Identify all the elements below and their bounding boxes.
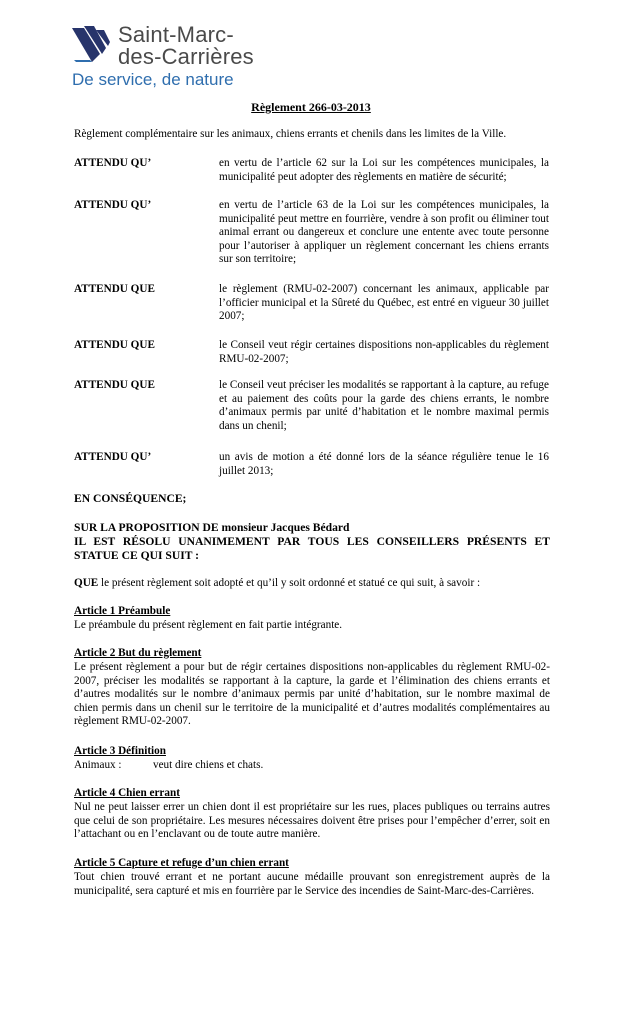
logo-name-line1: Saint-Marc-	[118, 22, 234, 47]
resolution-line: IL EST RÉSOLU UNANIMEMENT PAR TOUS LES CONSEILLERS PRÉSENTS ET STATUE CE QUI SUIT :	[74, 535, 550, 562]
whereas-label: ATTENDU QUE	[74, 339, 155, 351]
whereas-text: un avis de motion a été donné lors de la séance régulière tenue le 16 juillet 2013;	[219, 451, 549, 477]
proposal-line: SUR LA PROPOSITION DE monsieur Jacques Bédard	[74, 521, 350, 534]
whereas-label: ATTENDU QU’	[74, 451, 152, 463]
whereas-label: ATTENDU QUE	[74, 283, 155, 295]
logo-name-line2: des-Carrières	[118, 44, 254, 69]
whereas-text: en vertu de l’article 62 sur la Loi sur les compétences municipales, la municipalité peut adopter des règlements en matière de sécurité;	[219, 157, 549, 183]
whereas-label: ATTENDU QUE	[74, 379, 155, 391]
whereas-label: ATTENDU QU’	[74, 199, 152, 211]
article-heading: Article 4 Chien errant	[74, 787, 180, 799]
definition-term: Animaux :	[74, 759, 122, 771]
document-intro: Règlement complémentaire sur les animaux, chiens errants et chenils dans les limites de la Ville.	[74, 128, 507, 140]
article-heading: Article 3 Définition	[74, 745, 166, 757]
consequence-heading: EN CONSÉQUENCE;	[74, 492, 187, 505]
whereas-label: ATTENDU QU’	[74, 157, 152, 169]
whereas-text: le règlement (RMU-02-2007) concernant les animaux, applicable par l’officier municipal et la Sûreté du Québec, est entré en vigueur 30 juillet 2007;	[219, 283, 549, 323]
definition-value: veut dire chiens et chats.	[153, 759, 264, 771]
document-title: Règlement 266-03-2013	[251, 100, 371, 114]
article-heading: Article 1 Préambule	[74, 605, 171, 617]
article-heading: Article 5 Capture et refuge d’un chien errant	[74, 857, 289, 869]
whereas-text: le Conseil veut régir certaines dispositions non-applicables du règlement RMU-02-2007;	[219, 339, 549, 365]
logo-mark-icon	[70, 24, 112, 64]
logo-tagline: De service, de nature	[72, 70, 234, 89]
que-clause	[74, 577, 550, 591]
article-text: Nul ne peut laisser errer un chien dont il est propriétaire sur les rues, places publiques ou terrains autres que celui de son propriétaire. Les mesures nécessaires doivent être prises pour l’empêcher d’errer, soit en l’attachant ou en l’enclavant ou de toute autre manière.	[74, 801, 550, 841]
article-text: Le présent règlement a pour but de régir certaines dispositions non-applicables du règlement RMU-02-2007, préciser les modalités se rapportant à la capture, la garde et l’élimination des chiens errants et d’autres modalités sur le nombre d’animaux permis par unité d’habitation, sur le nombre maximal de chien permis dans un chenil sur le territoire de la municipalité et d’autres modalités complémentaires au règlement RMU-02-2007.	[74, 661, 550, 728]
article-text: Tout chien trouvé errant et ne portant aucune médaille prouvant son enregistrement auprès de la municipalité, sera capturé et mis en fourrière par le Service des incendies de Saint-Marc-des-Carrières.	[74, 871, 550, 897]
article-text: Le préambule du présent règlement en fait partie intégrante.	[74, 619, 343, 631]
que-keyword: QUE	[74, 577, 99, 589]
article-heading: Article 2 But du règlement	[74, 647, 202, 659]
whereas-text: le Conseil veut préciser les modalités se rapportant à la capture, au refuge et au paiement des coûts pour la garde des chiens errants, le nombre d’animaux permis par unité d’habitation et le nombre maximal permis dans un chenil;	[219, 379, 549, 432]
que-text: le présent règlement soit adopté et qu’il y soit ordonné et statué ce qui suit, à savoir :	[98, 577, 481, 589]
whereas-text: en vertu de l’article 63 de la Loi sur les compétences municipales, la municipalité peut mettre en fourrière, vendre à son profit ou éliminer tout animal errant ou dangereux et conclure une entente avec toute personne pour l’autoriser à appliquer un règlement concernant les chiens errants sur son territoire;	[219, 199, 549, 266]
